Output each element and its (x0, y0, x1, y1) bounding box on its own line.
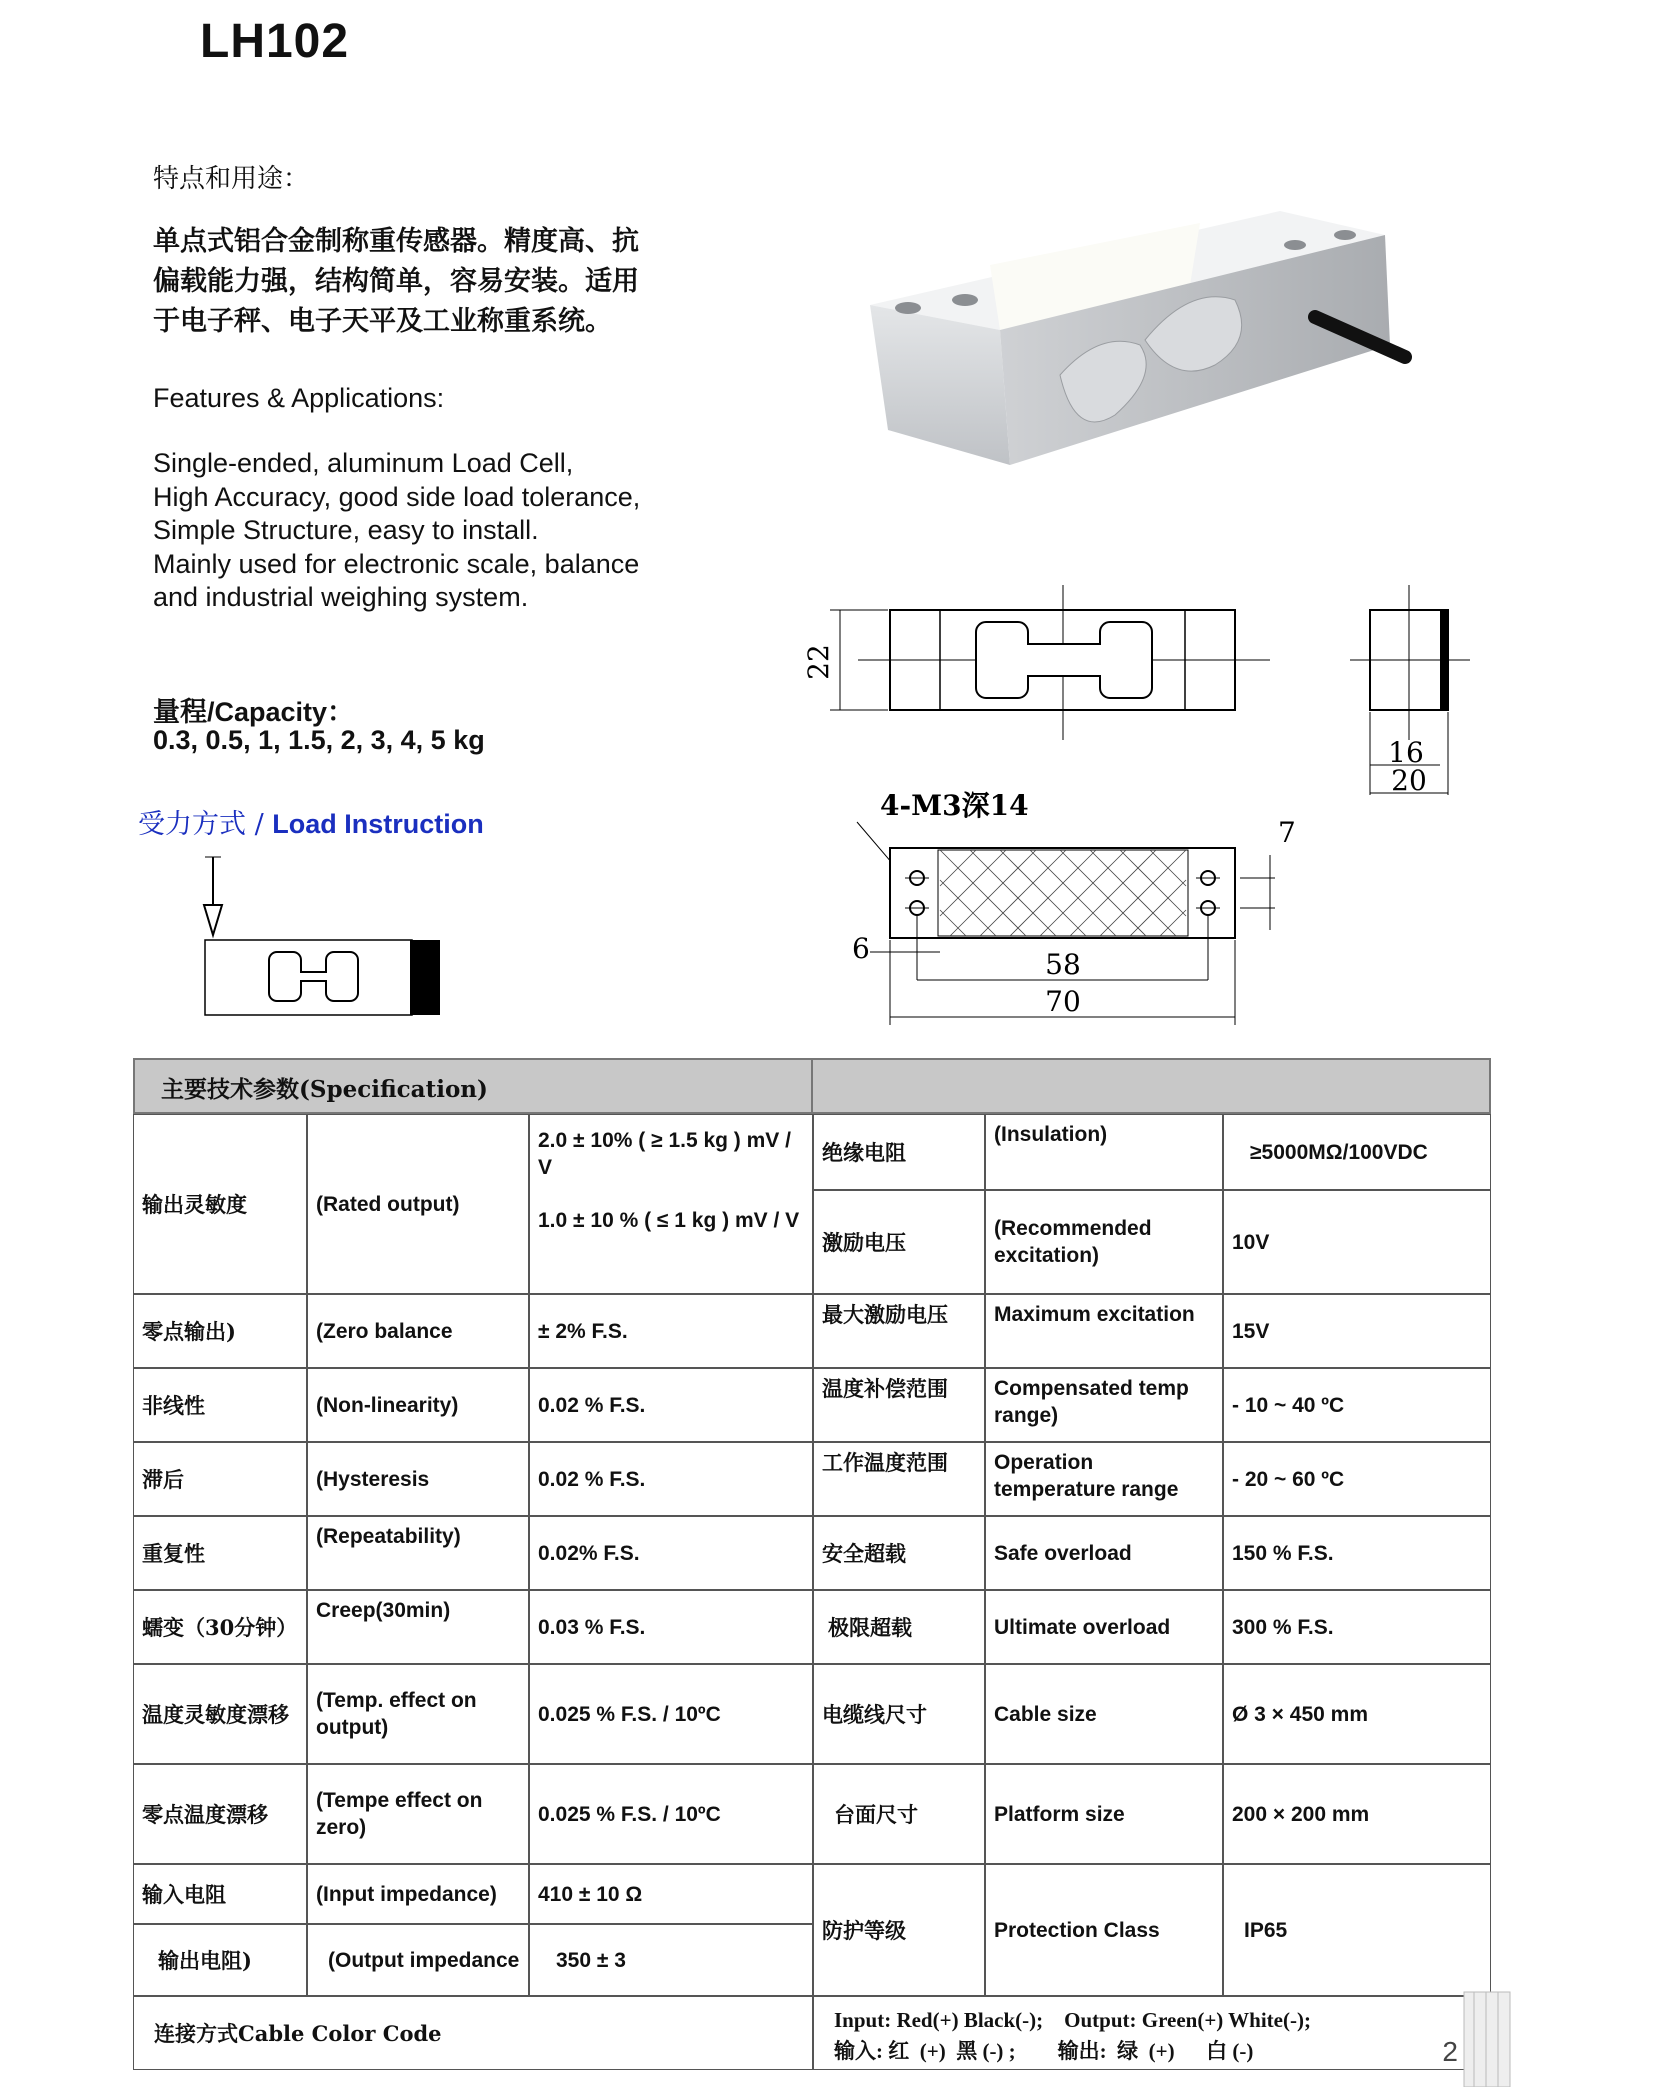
spec-left-value: 350 ± 3 (529, 1924, 813, 1996)
zh-desc-line: 于电子秤、电子天平及工业称重系统。 (153, 306, 612, 337)
zh-desc-line: 偏载能力强，结构简单，容易安装。适用 (153, 266, 639, 297)
spec-right-value: ≥5000MΩ/100VDC (1223, 1114, 1491, 1190)
page-number: 2 (1442, 2036, 1458, 2067)
en-desc-line: High Accuracy, good side load tolerance, (153, 481, 641, 512)
spec-left-zh: 蠕变（30分钟） (133, 1590, 307, 1664)
spec-right-value: - 10 ~ 40 ºC (1223, 1368, 1491, 1442)
spec-right-value: 200 × 200 mm (1223, 1764, 1491, 1864)
rated-output-value-2: 1.0 ± 10 % ( ≤ 1 kg ) mV / V (538, 1209, 800, 1232)
spec-right-zh: 最大激励电压 (813, 1294, 985, 1368)
dim-height: 22 (802, 644, 835, 680)
en-desc-line: and industrial weighing system. (153, 582, 529, 612)
dimension-drawing (780, 580, 1480, 1030)
spec-right-value: Ø 3 × 450 mm (1223, 1664, 1491, 1764)
spec-header-title: 主要技术参数(Specification) (161, 1076, 488, 1103)
dim-edge: 7 (1278, 816, 1296, 849)
en-desc-line: Mainly used for electronic scale, balance (153, 548, 640, 579)
spec-right-zh: 防护等级 (813, 1864, 985, 1996)
spec-left-zh: 输出电阻) (133, 1924, 307, 1996)
spec-left-en: (Non-linearity) (307, 1368, 529, 1442)
spec-right-value: 150 % F.S. (1223, 1516, 1491, 1590)
spec-right-en: Platform size (985, 1764, 1223, 1864)
cable-line-zh: 输入: 红 (+) 黑 (-) ; 输出: 绿 (+) 白 (-) (834, 2039, 1254, 2063)
spec-right-en: (Recommended excitation) (985, 1190, 1223, 1294)
load-instruction-zh: 受力方式 / (138, 809, 273, 840)
spec-left-zh: 零点温度漂移 (133, 1764, 307, 1864)
spec-left-en: (Repeatability) (307, 1516, 529, 1590)
spec-left-value: 0.02 % F.S. (529, 1442, 813, 1516)
spec-left-en: (Input impedance) (307, 1864, 529, 1924)
spec-left-en: (Temp. effect on output) (307, 1664, 529, 1764)
spec-left-value: 0.025 % F.S. / 10ºC (529, 1664, 813, 1764)
spec-left-value: 0.02% F.S. (529, 1516, 813, 1590)
capacity-label: 量程/Capacity： (153, 697, 355, 727)
spec-left-value: 0.03 % F.S. (529, 1590, 813, 1664)
spec-right-en: Ultimate overload (985, 1590, 1223, 1664)
spec-left-value (529, 1114, 813, 1294)
spec-right-en: Cable size (985, 1664, 1223, 1764)
dim-offset: 6 (852, 932, 870, 965)
dim-width-outer: 20 (1391, 764, 1427, 797)
spec-right-zh: 温度补偿范围 (813, 1368, 985, 1442)
load-instruction-diagram (195, 855, 455, 1025)
spec-right-zh: 工作温度范围 (813, 1442, 985, 1516)
cable-color-label: 连接方式Cable Color Code (133, 1996, 813, 2070)
spec-right-zh: 极限超载 (813, 1590, 985, 1664)
spec-right-en: (Insulation) (985, 1114, 1223, 1190)
spec-left-en: (Zero balance (307, 1294, 529, 1368)
spec-right-zh: 电缆线尺寸 (813, 1664, 985, 1764)
page-corner-decoration (1458, 1990, 1518, 2087)
spec-left-en: (Output impedance (307, 1924, 529, 1996)
spec-right-en: Compensated temp range) (985, 1368, 1223, 1442)
spec-right-value: 300 % F.S. (1223, 1590, 1491, 1664)
load-instruction-en: Load Instruction (272, 809, 484, 839)
spec-left-value: 0.025 % F.S. / 10ºC (529, 1764, 813, 1864)
spec-right-value: IP65 (1223, 1864, 1491, 1996)
spec-header-blank (811, 1058, 1491, 1114)
spec-right-value: 10V (1223, 1190, 1491, 1294)
spec-left-zh: 非线性 (133, 1368, 307, 1442)
cable-line-en: Input: Red(+) Black(-); Output: Green(+) White(-); (834, 2008, 1311, 2032)
spec-left-zh: 重复性 (133, 1516, 307, 1590)
spec-header (133, 1058, 813, 1114)
spec-right-en: Protection Class (985, 1864, 1223, 1996)
spec-left-en: (Tempe effect on zero) (307, 1764, 529, 1864)
spec-right-en: Maximum excitation (985, 1294, 1223, 1368)
features-heading-zh: 特点和用途： (153, 164, 310, 194)
dim-width-inner: 16 (1388, 736, 1424, 769)
spec-right-zh: 台面尺寸 (813, 1764, 985, 1864)
features-description-zh (153, 222, 673, 342)
dim-length: 70 (1045, 985, 1081, 1018)
load-cell-photo (860, 205, 1420, 480)
dim-hole-spacing: 58 (1045, 948, 1081, 981)
spec-left-value: 0.02 % F.S. (529, 1368, 813, 1442)
en-desc-line: Simple Structure, easy to install. (153, 515, 539, 545)
en-desc-line: Single-ended, aluminum Load Cell, (153, 448, 574, 478)
zh-desc-line: 单点式铝合金制称重传感器。精度高、抗 (153, 226, 639, 257)
spec-right-value: - 20 ~ 60 ºC (1223, 1442, 1491, 1516)
spec-left-en: (Rated output) (307, 1114, 529, 1294)
spec-left-zh: 零点输出) (133, 1294, 307, 1368)
spec-right-zh: 绝缘电阻 (813, 1114, 985, 1190)
spec-right-en: Operation temperature range (985, 1442, 1223, 1516)
model-title: LH102 (200, 15, 350, 68)
spec-left-zh: 滞后 (133, 1442, 307, 1516)
spec-left-en: Creep(30min) (307, 1590, 529, 1664)
rated-output-value-1: 2.0 ± 10% ( ≥ 1.5 kg ) mV / V (538, 1129, 791, 1179)
spec-left-zh: 温度灵敏度漂移 (133, 1664, 307, 1764)
cable-color-code (813, 1996, 1491, 2070)
spec-left-zh: 输入电阻 (133, 1864, 307, 1924)
features-description-en (153, 447, 713, 615)
spec-left-en: (Hysteresis (307, 1442, 529, 1516)
spec-right-zh: 安全超载 (813, 1516, 985, 1590)
capacity-values: 0.3, 0.5, 1, 1.5, 2, 3, 4, 5 kg (153, 725, 485, 755)
spec-left-zh: 输出灵敏度 (133, 1114, 307, 1294)
thread-note: 4-M3深14 (880, 789, 1029, 822)
spec-right-zh: 激励电压 (813, 1190, 985, 1294)
spec-right-en: Safe overload (985, 1516, 1223, 1590)
spec-left-value: 410 ± 10 Ω (529, 1864, 813, 1924)
features-heading-en: Features & Applications: (153, 383, 445, 413)
specification-table (133, 1058, 1491, 2070)
load-instruction-title (138, 802, 484, 841)
spec-right-value: 15V (1223, 1294, 1491, 1368)
spec-left-value: ± 2% F.S. (529, 1294, 813, 1368)
